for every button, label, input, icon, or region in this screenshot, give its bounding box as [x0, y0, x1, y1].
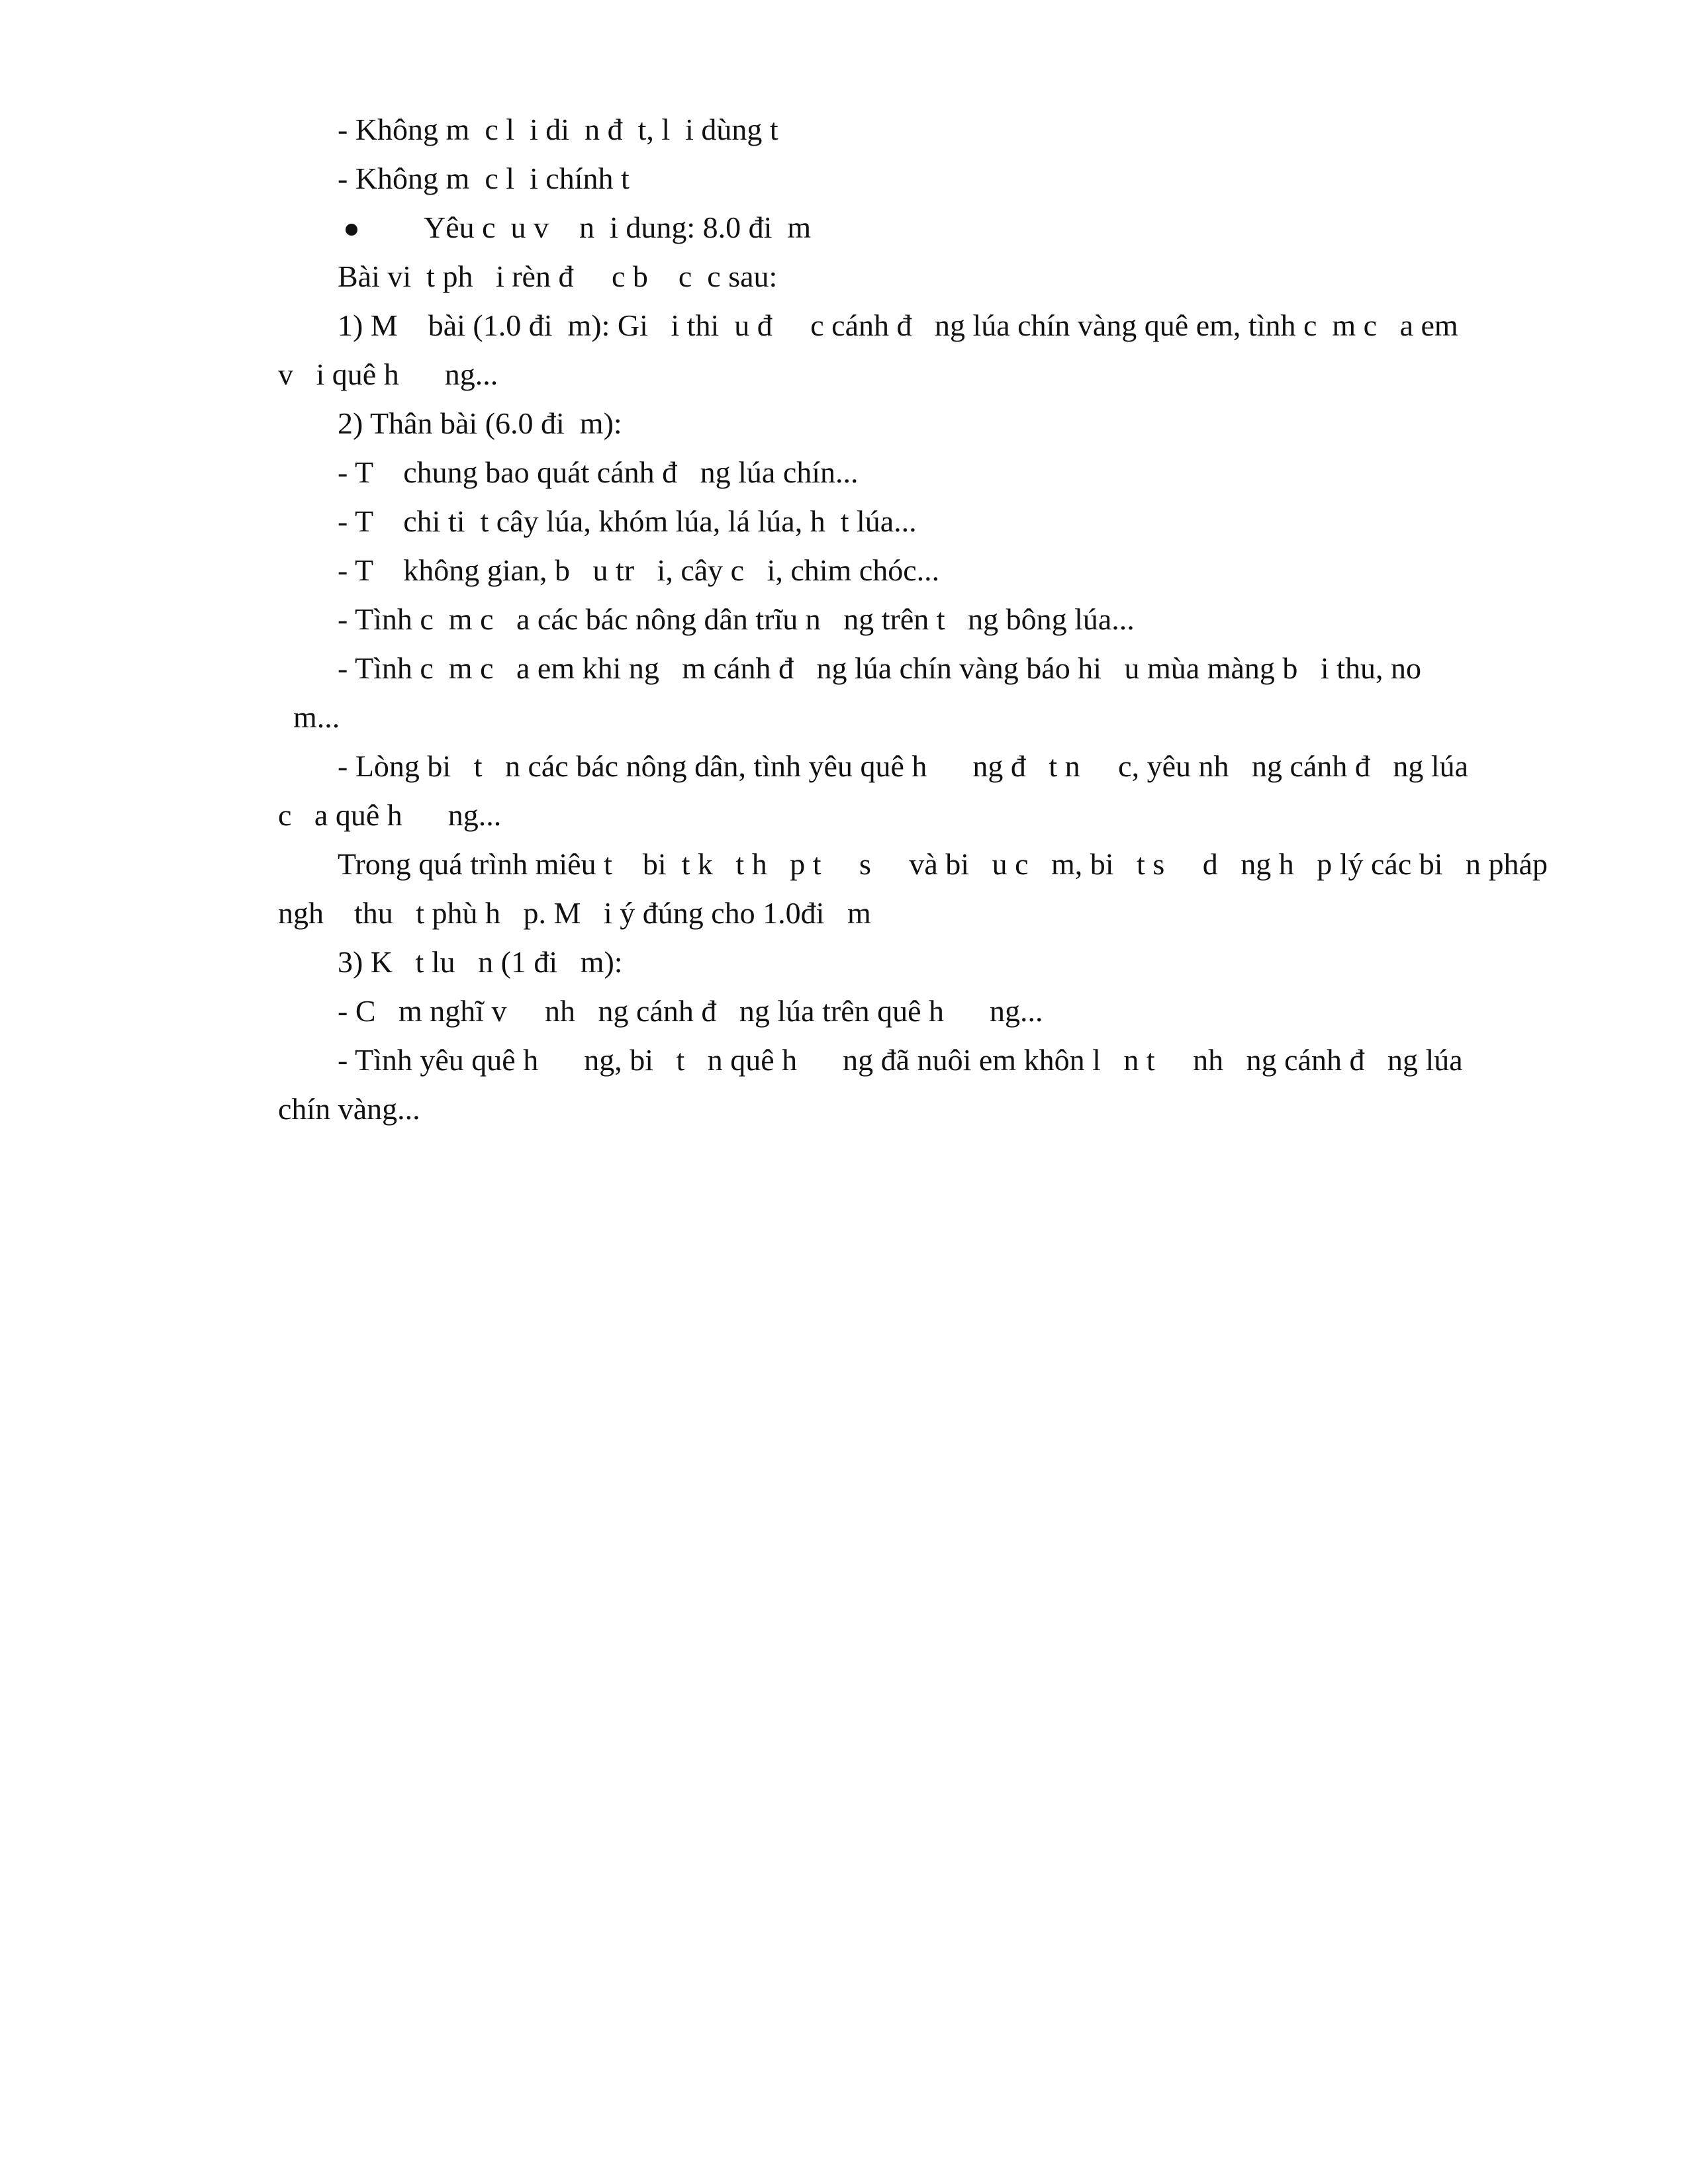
text-line-21: chín vàng...: [278, 1092, 420, 1126]
text-line-7: 2) Thân bài (6.0 đi m):: [338, 406, 622, 440]
text-line-9: - T chi ti t cây lúa, khóm lúa, lá lúa, h t lúa...: [338, 504, 917, 538]
text-line-6: v i quê h ng...: [278, 357, 498, 391]
text-line-10: - T không gian, b u tr i, cây c i, chim chóc...: [338, 553, 940, 587]
text-line-3: Yêu c u v n i dung: 8.0 đi m: [424, 210, 812, 244]
text-line-13: m...: [278, 700, 340, 734]
text-line-8: - T chung bao quát cánh đ ng lúa chín...: [338, 455, 859, 489]
text-line-14: - Lòng bi t n các bác nông dân, tình yêu quê h ng đ t n c, yêu nh ng cánh đ ng lúa: [338, 749, 1469, 783]
text-line-17: ngh thu t phù h p. M i ý đúng cho 1.0đi m: [278, 896, 871, 930]
text-line-16: Trong quá trình miêu t bi t k t h p t s và bi u c m, bi t s d ng h p lý các bi n pháp: [338, 847, 1548, 881]
text-line-4: Bài vi t ph i rèn đ c b c c sau:: [338, 259, 778, 293]
text-line-20: - Tình yêu quê h ng, bi t n quê h ng đã nuôi em khôn l n t nh ng cánh đ ng lúa: [338, 1043, 1463, 1077]
text-line-2: - Không m c l i chính t: [338, 161, 630, 195]
text-line-18: 3) K t lu n (1 đi m):: [338, 945, 623, 979]
text-line-5: 1) M bài (1.0 đi m): Gi i thi u đ c cánh đ ng lúa chín vàng quê em, tình c m c a em: [338, 308, 1458, 342]
text-line-11: - Tình c m c a các bác nông dân trĩu n ng trên t ng bông lúa...: [338, 602, 1135, 636]
bullet-icon: [346, 224, 357, 236]
text-line-15: c a quê h ng...: [278, 798, 502, 832]
text-line-1: - Không m c l i di n đ t, l i dùng t: [338, 113, 778, 146]
text-line-12: - Tình c m c a em khi ng m cánh đ ng lúa chín vàng báo hi u mùa màng b i thu, no: [338, 651, 1421, 685]
text-line-19: - C m nghĩ v nh ng cánh đ ng lúa trên quê h ng...: [338, 994, 1043, 1028]
